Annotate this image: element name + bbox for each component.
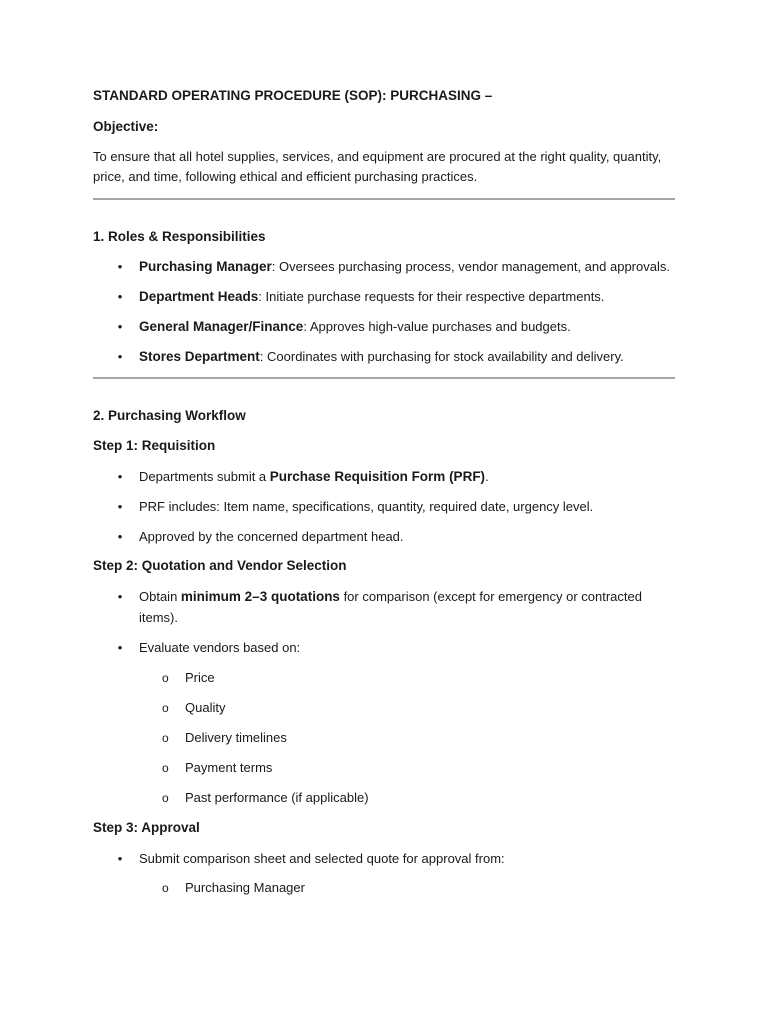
- bullet-marker: •: [117, 529, 123, 544]
- approver-text: Purchasing Manager: [185, 880, 305, 895]
- sub-bullet-marker: o: [162, 731, 169, 745]
- list-text-bold: minimum 2–3 quotations: [180, 589, 340, 604]
- list-item: [93, 286, 675, 307]
- section-divider: [93, 198, 675, 200]
- list-text: Submit comparison sheet and selected quote for approval from:: [139, 851, 505, 866]
- sub-list-item: [93, 758, 675, 778]
- list-item: [93, 848, 675, 869]
- roles-list: [93, 256, 675, 367]
- role-description: : Coordinates with purchasing for stock availability and delivery.: [259, 349, 624, 364]
- criterion-text: Delivery timelines: [185, 730, 287, 745]
- sub-bullet-marker: o: [162, 881, 169, 895]
- section2-heading: 2. Purchasing Workflow: [93, 408, 246, 423]
- vendor-criteria-list: [93, 668, 675, 808]
- objective-heading: Objective:: [93, 119, 159, 134]
- section-divider: [93, 377, 675, 379]
- role-name: General Manager/Finance: [139, 319, 304, 334]
- bullet-marker: •: [117, 349, 123, 364]
- sub-bullet-marker: o: [162, 791, 169, 805]
- sub-bullet-marker: o: [162, 761, 169, 775]
- bullet-marker: •: [117, 469, 123, 484]
- step1-list: [93, 466, 675, 547]
- bullet-marker: •: [117, 319, 123, 334]
- bullet-marker: •: [117, 259, 123, 274]
- list-text: Approved by the concerned department head.: [139, 529, 404, 544]
- list-item: [93, 466, 675, 487]
- document-title: STANDARD OPERATING PROCEDURE (SOP): PURCHASING –: [93, 88, 493, 103]
- bullet-marker: •: [117, 499, 123, 514]
- list-item: [93, 637, 675, 658]
- list-item: [93, 346, 675, 367]
- sub-list-item: [93, 698, 675, 718]
- step3-list: [93, 848, 675, 869]
- list-text: Evaluate vendors based on:: [139, 640, 301, 655]
- list-text: PRF includes: Item name, specifications, quantity, required date, urgency level.: [139, 499, 594, 514]
- list-item: [93, 316, 675, 337]
- list-text: Obtain: [139, 589, 181, 604]
- criterion-text: Quality: [185, 700, 226, 715]
- criterion-text: Past performance (if applicable): [185, 790, 369, 805]
- role-description: : Initiate purchase requests for their respective departments.: [258, 289, 605, 304]
- step2-list: [93, 586, 675, 658]
- sub-list-item: [93, 788, 675, 808]
- list-text: for comparison (except for emergency or contracted items).: [139, 589, 642, 625]
- sub-list-item: [93, 668, 675, 688]
- role-name: Purchasing Manager: [139, 259, 272, 274]
- list-item: [93, 526, 675, 547]
- list-item: [93, 256, 675, 277]
- role-description: : Approves high-value purchases and budgets.: [303, 319, 571, 334]
- list-text: Departments submit a: [139, 469, 270, 484]
- role-name: Department Heads: [139, 289, 259, 304]
- bullet-marker: •: [117, 589, 123, 604]
- role-name: Stores Department: [139, 349, 260, 364]
- step1-heading: Step 1: Requisition: [93, 438, 216, 453]
- bullet-marker: •: [117, 640, 123, 655]
- criterion-text: Payment terms: [185, 760, 273, 775]
- bullet-marker: •: [117, 851, 123, 866]
- criterion-text: Price: [185, 670, 215, 685]
- sub-bullet-marker: o: [162, 671, 169, 685]
- bullet-marker: •: [117, 289, 123, 304]
- sub-bullet-marker: o: [162, 701, 169, 715]
- approvers-list: [93, 878, 675, 898]
- role-description: : Oversees purchasing process, vendor management, and approvals.: [271, 259, 670, 274]
- list-text-bold: Purchase Requisition Form (PRF): [269, 469, 486, 484]
- list-item: [93, 586, 675, 628]
- step2-heading: Step 2: Quotation and Vendor Selection: [93, 558, 347, 573]
- list-text: .: [485, 469, 489, 484]
- section1-heading: 1. Roles & Responsibilities: [93, 229, 266, 244]
- sub-list-item: [93, 878, 675, 898]
- step3-heading: Step 3: Approval: [93, 820, 200, 835]
- objective-text: To ensure that all hotel supplies, services, and equipment are procured at the right quality, quantity, price, and time, following ethical and efficient purchasing practices.: [93, 149, 662, 184]
- sub-list-item: [93, 728, 675, 748]
- list-item: [93, 496, 675, 517]
